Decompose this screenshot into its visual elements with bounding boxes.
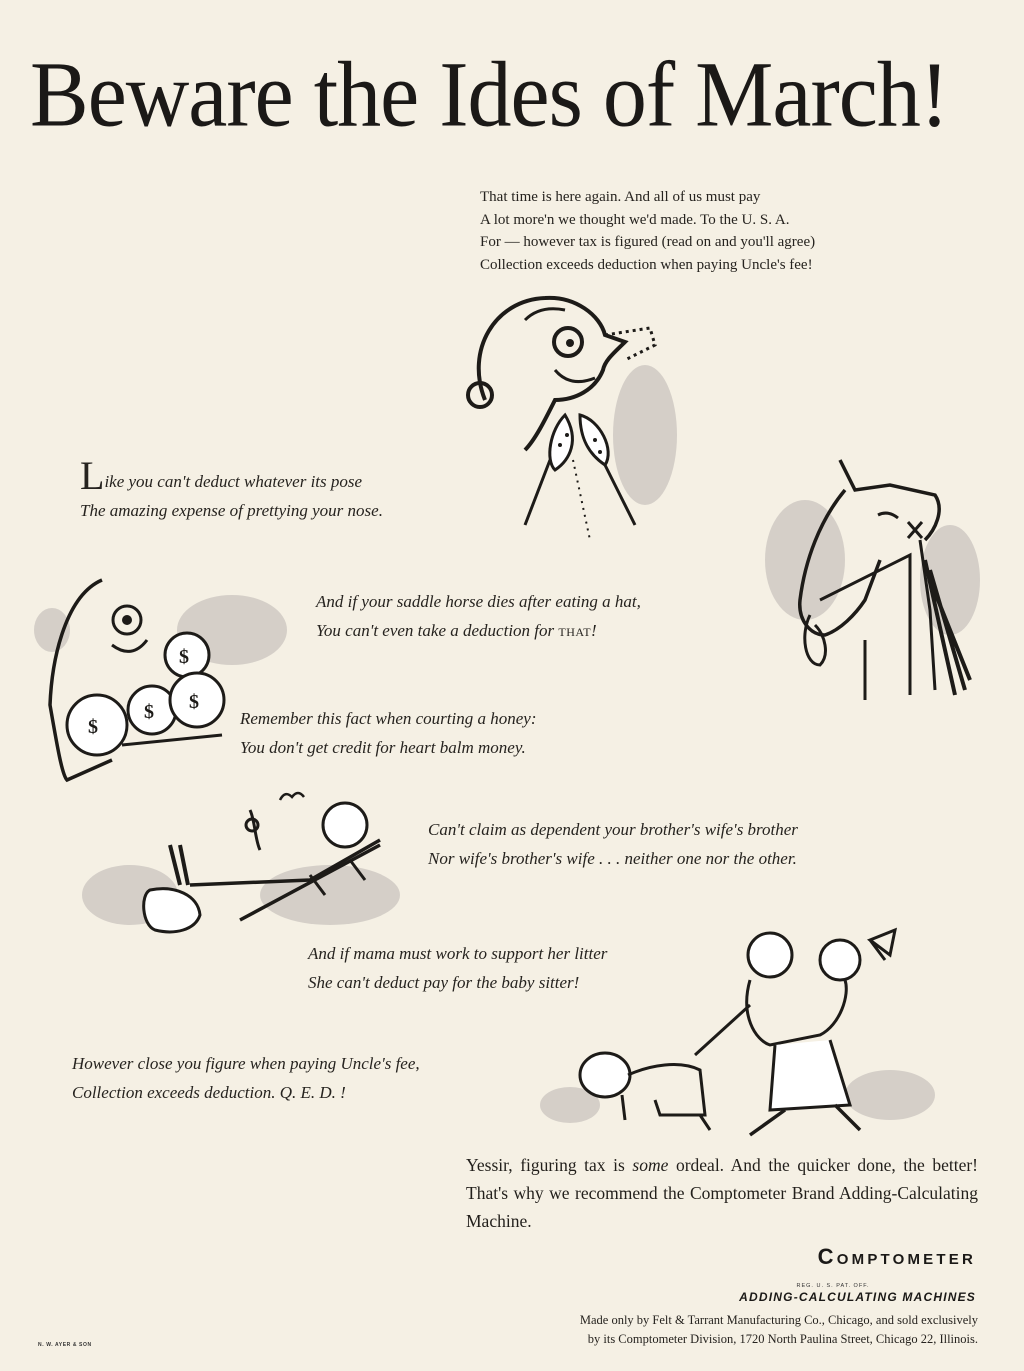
brand-logo: Comptometer	[817, 1244, 976, 1269]
stanza-qed-line-2: Collection exceeds deduction. Q. E. D. !	[72, 1083, 346, 1102]
svg-text:$: $	[88, 716, 98, 738]
intro-line-1: That time is here again. And all of us must pay	[480, 189, 761, 205]
stanza-honey	[240, 704, 537, 762]
stanza-nose	[80, 453, 383, 525]
stanza-horse-exclaim: !	[591, 621, 597, 640]
intro-verse	[480, 186, 815, 276]
headline: Beware the Ides of March!	[30, 44, 949, 147]
stanza-qed	[72, 1049, 420, 1107]
stanza-horse	[316, 587, 641, 645]
stanza-nose-line-2: The amazing expense of prettying your nose.	[80, 501, 383, 520]
manufacturer-line-1: Made only by Felt & Tarrant Manufacturing Co., Chicago, and sold exclusively	[579, 1313, 978, 1327]
brand-registration: REG. U. S. PAT. OFF.	[796, 1283, 870, 1289]
agency-credit: N. W. AYER & SON	[38, 1342, 92, 1348]
reclining-man-illustration	[80, 785, 410, 945]
drop-cap: L	[80, 453, 105, 498]
svg-text:$: $	[144, 701, 154, 723]
stanza-horse-line-2: You can't even take a deduction for	[316, 621, 555, 640]
stanza-dependent	[428, 815, 798, 873]
intro-line-2: A lot more'n we thought we'd made. To the U. S. A.	[480, 211, 790, 228]
stanza-horse-line-1: And if your saddle horse dies after eating a hat,	[316, 592, 641, 611]
stanza-dependent-line-2: Nor wife's brother's wife . . . neither one nor the other.	[428, 849, 797, 868]
svg-text:$: $	[189, 691, 199, 713]
stanza-honey-line-2: You don't get credit for heart balm money.	[240, 738, 526, 757]
nose-man-illustration	[455, 290, 695, 555]
brand-tagline: ADDING-CALCULATING MACHINES	[739, 1290, 976, 1304]
stanza-nose-line-1: ike you can't deduct whatever its pose	[104, 472, 363, 491]
horse-illustration	[760, 450, 980, 715]
manufacturer-line-2: by its Comptometer Division, 1720 North Paulina Street, Chicago 22, Illinois.	[587, 1332, 978, 1346]
stanza-mama-line-1: And if mama must work to support her litter	[308, 944, 608, 963]
mama-baby-illustration	[530, 925, 940, 1145]
stanza-honey-line-1: Remember this fact when courting a honey:	[240, 709, 537, 728]
svg-text:$: $	[179, 646, 189, 668]
stanza-qed-line-1: However close you figure when paying Uncle's fee,	[72, 1054, 420, 1073]
stanza-mama-line-2: She can't deduct pay for the baby sitter!	[308, 973, 580, 992]
stanza-horse-caps-word: that	[558, 621, 592, 640]
closing-text-end: ordeal. And the quicker done, the better! That's why we recommend the Comptometer Brand Adding-Calculating Machine.	[466, 1155, 979, 1231]
manufacturer-note	[466, 1311, 978, 1349]
intro-line-3: For — however tax is figured (read on and you'll agree)	[480, 234, 816, 250]
stanza-dependent-line-1: Can't claim as dependent your brother's wife's brother	[428, 820, 798, 839]
closing-text-start: Yessir, figuring tax is	[466, 1155, 633, 1175]
closing-emphasis: some	[632, 1155, 669, 1175]
intro-line-4: Collection exceeds deduction when paying Uncle's fee!	[480, 256, 813, 273]
money-bags-illustration	[32, 575, 292, 795]
closing-paragraph	[466, 1151, 978, 1235]
